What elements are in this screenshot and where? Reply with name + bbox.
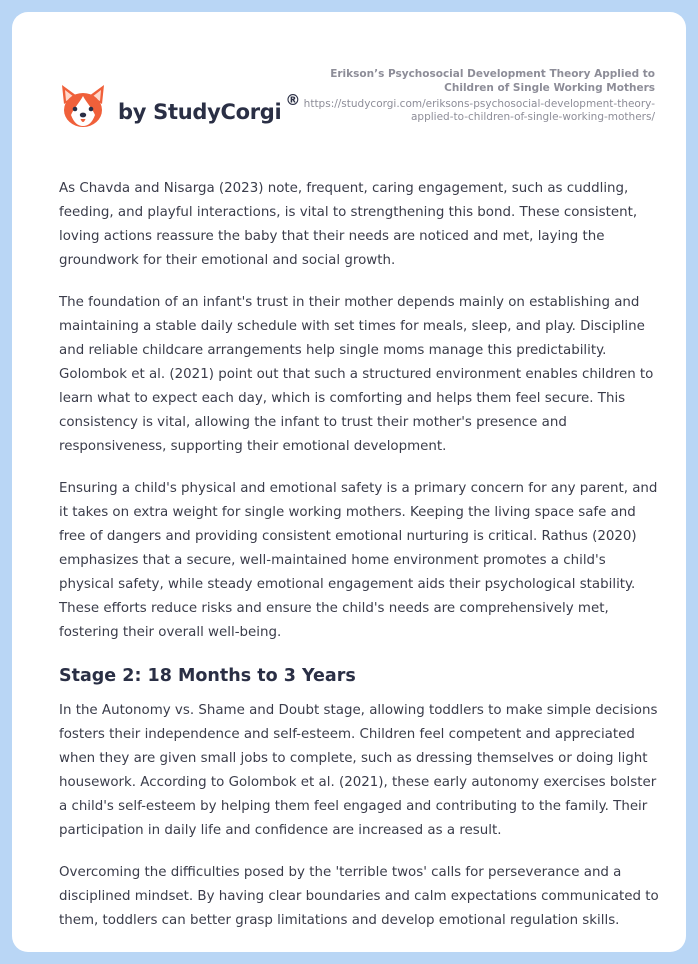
paragraph: In the Autonomy vs. Shame and Doubt stage, allowing toddlers to make simple decisions fosters their independence and self-esteem. Children feel competent and appreciated when they are given small jobs to complete, such as dressing themselves or doing light housework. According to Golombok et al. (2021), these early autonomy exercises bolster a child's self-esteem by helping them feel engaged and contributing to the family. Their participation in daily life and confidence are increased as a result. xyxy=(59,703,658,838)
paragraph: As Chavda and Nisarga (2023) note, frequent, caring engagement, such as cuddling, feeding, and playful interactions, is vital to strengthening this bond. These consistent, loving actions reassure the baby that their needs are noticed and met, laying the groundwork for their emotional and social growth. xyxy=(59,181,638,268)
brand-text: by StudyCorgi xyxy=(118,99,282,124)
document-body xyxy=(59,177,659,951)
document-title: Erikson’s Psychosocial Development Theory Applied to Children of Single Working Mothers xyxy=(330,68,655,94)
corgi-logo-icon xyxy=(60,82,106,130)
section-heading: Stage 2: 18 Months to 3 Years xyxy=(59,666,356,686)
brand-name xyxy=(118,90,301,124)
document-meta xyxy=(295,67,655,124)
document-page xyxy=(12,12,686,952)
paragraph: The foundation of an infant's trust in their mother depends mainly on establishing and maintaining a stable daily schedule with set times for meals, sleep, and play. Discipline and reliable childcare arrangements help single moms manage this predictability. Golombok et al. (2021) point out that such a structured environment enables children to learn what to expect each day, which is comforting and helps them feel secure. This consistency is vital, allowing the infant to trust their mother's presence and responsiveness, supporting their emotional development. xyxy=(59,295,654,454)
paragraph: Overcoming the difficulties posed by the 'terrible twos' calls for perseverance and a disciplined mindset. By having clear boundaries and calm expectations communicated to them, toddlers can better grasp limitations and develop emotional regulation skills. xyxy=(59,865,659,928)
registered-mark: ® xyxy=(285,90,301,109)
studycorgi-logo[interactable] xyxy=(60,76,300,136)
document-url[interactable]: https://studycorgi.com/eriksons-psychosocial-development-theory-applied-to-children-of-single-working-mothers/ xyxy=(303,98,655,123)
paragraph: Ensuring a child's physical and emotional safety is a primary concern for any parent, and it takes on extra weight for single working mothers. Keeping the living space safe and free of dangers and providing consistent emotional nurturing is critical. Rathus (2020) emphasizes that a secure, well-maintained home environment promotes a child's physical safety, while steady emotional engagement aids their psychological stability. These efforts reduce risks and ensure the child's needs are comprehensively met, fostering their overall well-being. xyxy=(59,481,658,640)
